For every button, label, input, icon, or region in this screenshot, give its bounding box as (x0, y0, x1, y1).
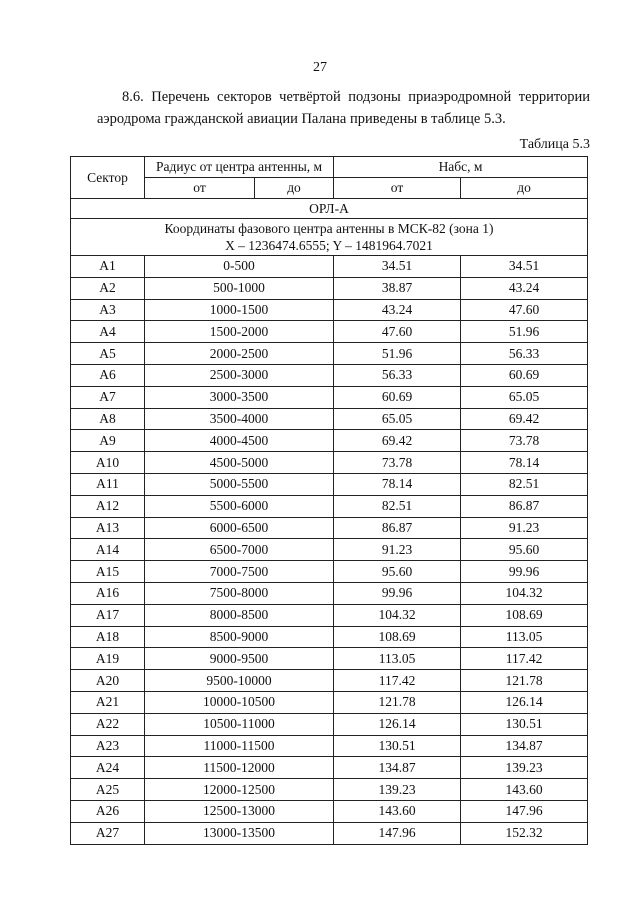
radius-cell: 6000-6500 (145, 517, 334, 539)
sector-cell: A23 (71, 735, 145, 757)
table-row (71, 408, 588, 430)
radius-cell: 1000-1500 (145, 299, 334, 321)
sector-cell: A7 (71, 386, 145, 408)
habs-from-cell: 121.78 (334, 691, 461, 713)
table-row (71, 517, 588, 539)
radius-cell: 8000-8500 (145, 604, 334, 626)
habs-from-cell: 43.24 (334, 299, 461, 321)
habs-from-cell: 69.42 (334, 430, 461, 452)
habs-to-cell: 69.42 (461, 408, 588, 430)
table-row (71, 452, 588, 474)
radius-cell: 3000-3500 (145, 386, 334, 408)
sector-cell: A22 (71, 713, 145, 735)
header-radius-from: от (145, 178, 255, 199)
coordinates-cell (71, 219, 588, 256)
table-row (71, 299, 588, 321)
habs-to-cell: 117.42 (461, 648, 588, 670)
habs-from-cell: 147.96 (334, 822, 461, 844)
habs-from-cell: 95.60 (334, 561, 461, 583)
habs-to-cell: 56.33 (461, 343, 588, 365)
table-row (71, 735, 588, 757)
habs-from-cell: 130.51 (334, 735, 461, 757)
habs-to-cell: 121.78 (461, 670, 588, 692)
radius-cell: 5500-6000 (145, 495, 334, 517)
habs-to-cell: 108.69 (461, 604, 588, 626)
habs-from-cell: 65.05 (334, 408, 461, 430)
habs-to-cell: 86.87 (461, 495, 588, 517)
habs-to-cell: 152.32 (461, 822, 588, 844)
coordinates-title: Координаты фазового центра антенны в МСК-82 (зона 1) (164, 221, 494, 236)
sector-cell: A10 (71, 452, 145, 474)
habs-to-cell: 130.51 (461, 713, 588, 735)
radius-cell: 8500-9000 (145, 626, 334, 648)
sector-cell: A27 (71, 822, 145, 844)
habs-to-cell: 147.96 (461, 800, 588, 822)
paragraph-line-2: аэродрома гражданской авиации Палана приведены в таблице 5.3. (97, 111, 506, 127)
station-name: ОРЛ-А (71, 199, 588, 219)
radius-cell: 9500-10000 (145, 670, 334, 692)
habs-from-cell: 82.51 (334, 495, 461, 517)
sector-cell: A15 (71, 561, 145, 583)
table-row (71, 800, 588, 822)
sectors-table (70, 156, 588, 845)
table-row (71, 670, 588, 692)
habs-from-cell: 86.87 (334, 517, 461, 539)
radius-cell: 2000-2500 (145, 343, 334, 365)
sector-cell: A12 (71, 495, 145, 517)
habs-from-cell: 51.96 (334, 343, 461, 365)
radius-cell: 11000-11500 (145, 735, 334, 757)
sector-cell: A21 (71, 691, 145, 713)
radius-cell: 12000-12500 (145, 779, 334, 801)
habs-from-cell: 117.42 (334, 670, 461, 692)
sector-cell: A17 (71, 604, 145, 626)
table-row (71, 277, 588, 299)
table-row (71, 582, 588, 604)
header-sector: Сектор (71, 157, 145, 199)
table-row (71, 757, 588, 779)
table-row (71, 539, 588, 561)
habs-from-cell: 104.32 (334, 604, 461, 626)
table-row (71, 561, 588, 583)
sector-cell: A18 (71, 626, 145, 648)
station-row (71, 199, 588, 219)
header-habs-from: от (334, 178, 461, 199)
habs-from-cell: 73.78 (334, 452, 461, 474)
sector-cell: A1 (71, 256, 145, 278)
radius-cell: 10000-10500 (145, 691, 334, 713)
table-row (71, 779, 588, 801)
radius-cell: 5000-5500 (145, 473, 334, 495)
sector-cell: A6 (71, 364, 145, 386)
habs-from-cell: 34.51 (334, 256, 461, 278)
habs-to-cell: 78.14 (461, 452, 588, 474)
habs-from-cell: 38.87 (334, 277, 461, 299)
table-row (71, 321, 588, 343)
sector-cell: A16 (71, 582, 145, 604)
table-row (71, 713, 588, 735)
header-habs: Набс, м (334, 157, 588, 178)
habs-to-cell: 143.60 (461, 779, 588, 801)
radius-cell: 0-500 (145, 256, 334, 278)
radius-cell: 12500-13000 (145, 800, 334, 822)
radius-cell: 7500-8000 (145, 582, 334, 604)
radius-cell: 2500-3000 (145, 364, 334, 386)
header-radius-to: до (255, 178, 334, 199)
habs-to-cell: 82.51 (461, 473, 588, 495)
habs-to-cell: 99.96 (461, 561, 588, 583)
radius-cell: 3500-4000 (145, 408, 334, 430)
habs-to-cell: 104.32 (461, 582, 588, 604)
radius-cell: 1500-2000 (145, 321, 334, 343)
sector-cell: A19 (71, 648, 145, 670)
habs-from-cell: 56.33 (334, 364, 461, 386)
header-row-2 (71, 178, 588, 199)
sector-cell: A5 (71, 343, 145, 365)
habs-from-cell: 134.87 (334, 757, 461, 779)
radius-cell: 13000-13500 (145, 822, 334, 844)
table-row (71, 386, 588, 408)
habs-to-cell: 139.23 (461, 757, 588, 779)
table-row (71, 495, 588, 517)
header-row-1 (71, 157, 588, 178)
habs-from-cell: 139.23 (334, 779, 461, 801)
habs-from-cell: 91.23 (334, 539, 461, 561)
table-row (71, 343, 588, 365)
habs-from-cell: 126.14 (334, 713, 461, 735)
table-row (71, 822, 588, 844)
radius-cell: 10500-11000 (145, 713, 334, 735)
coordinates-values: X – 1236474.6555; Y – 1481964.7021 (225, 238, 433, 253)
habs-to-cell: 91.23 (461, 517, 588, 539)
habs-from-cell: 108.69 (334, 626, 461, 648)
table-row (71, 626, 588, 648)
coordinates-row (71, 219, 588, 256)
sector-cell: A11 (71, 473, 145, 495)
table-row (71, 256, 588, 278)
habs-to-cell: 95.60 (461, 539, 588, 561)
habs-to-cell: 60.69 (461, 364, 588, 386)
sector-cell: A24 (71, 757, 145, 779)
sector-cell: A3 (71, 299, 145, 321)
habs-from-cell: 60.69 (334, 386, 461, 408)
table-row (71, 364, 588, 386)
habs-to-cell: 47.60 (461, 299, 588, 321)
habs-to-cell: 73.78 (461, 430, 588, 452)
table-row (71, 648, 588, 670)
paragraph-line-1: 8.6. Перечень секторов четвёртой подзоны приаэродромной территории (122, 89, 590, 105)
habs-to-cell: 51.96 (461, 321, 588, 343)
radius-cell: 4000-4500 (145, 430, 334, 452)
habs-from-cell: 78.14 (334, 473, 461, 495)
sector-cell: A26 (71, 800, 145, 822)
header-radius: Радиус от центра антенны, м (145, 157, 334, 178)
table-row (71, 430, 588, 452)
sector-cell: A2 (71, 277, 145, 299)
habs-from-cell: 47.60 (334, 321, 461, 343)
sector-cell: A13 (71, 517, 145, 539)
radius-cell: 6500-7000 (145, 539, 334, 561)
table-row (71, 691, 588, 713)
habs-to-cell: 34.51 (461, 256, 588, 278)
radius-cell: 11500-12000 (145, 757, 334, 779)
table-row (71, 604, 588, 626)
radius-cell: 7000-7500 (145, 561, 334, 583)
habs-from-cell: 99.96 (334, 582, 461, 604)
habs-from-cell: 143.60 (334, 800, 461, 822)
habs-to-cell: 126.14 (461, 691, 588, 713)
radius-cell: 4500-5000 (145, 452, 334, 474)
sector-cell: A25 (71, 779, 145, 801)
habs-to-cell: 43.24 (461, 277, 588, 299)
radius-cell: 9000-9500 (145, 648, 334, 670)
habs-to-cell: 134.87 (461, 735, 588, 757)
table-caption: Таблица 5.3 (519, 137, 590, 152)
radius-cell: 500-1000 (145, 277, 334, 299)
header-habs-to: до (461, 178, 588, 199)
sector-cell: A9 (71, 430, 145, 452)
sector-cell: A20 (71, 670, 145, 692)
habs-from-cell: 113.05 (334, 648, 461, 670)
sector-cell: A4 (71, 321, 145, 343)
sector-cell: A8 (71, 408, 145, 430)
habs-to-cell: 65.05 (461, 386, 588, 408)
table-row (71, 473, 588, 495)
sector-cell: A14 (71, 539, 145, 561)
habs-to-cell: 113.05 (461, 626, 588, 648)
page-number: 27 (313, 60, 327, 75)
